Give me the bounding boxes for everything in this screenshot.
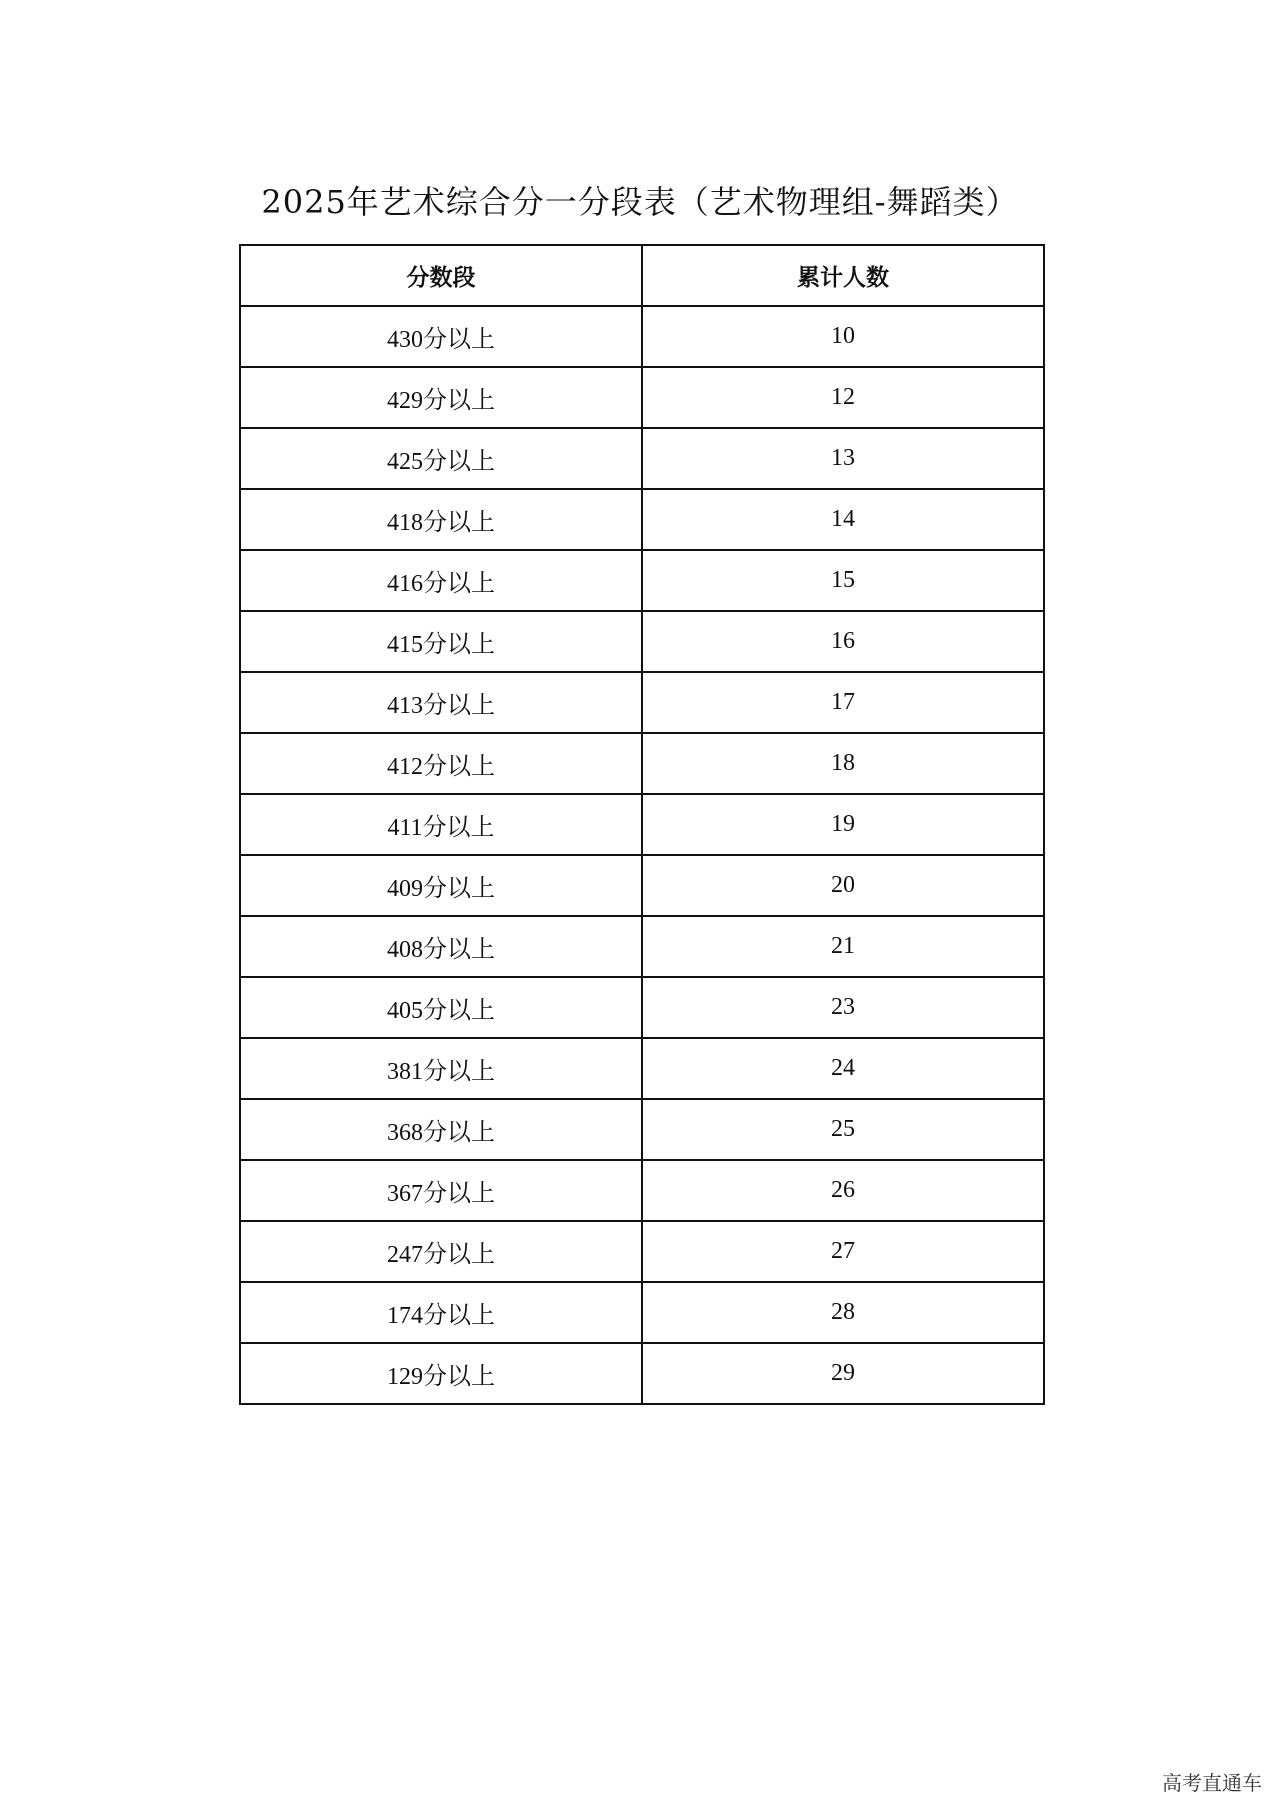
- table-row: [240, 550, 1044, 611]
- table-row: [240, 916, 1044, 977]
- page-title: 2025年艺术综合分一分段表（艺术物理组-舞蹈类）: [261, 183, 1019, 221]
- cell-cumulative-count: 29: [642, 1343, 1044, 1404]
- table-row: [240, 367, 1044, 428]
- cell-score-range: 412分以上: [240, 733, 642, 794]
- cell-score-range: 416分以上: [240, 550, 642, 611]
- cell-cumulative-count: 26: [642, 1160, 1044, 1221]
- table-row: [240, 855, 1044, 916]
- cell-cumulative-count: 20: [642, 855, 1044, 916]
- cell-cumulative-count: 17: [642, 672, 1044, 733]
- header-score-range: 分数段: [240, 245, 642, 306]
- cell-score-range: 430分以上: [240, 306, 642, 367]
- table-row: [240, 672, 1044, 733]
- table-row: [240, 1343, 1044, 1404]
- cell-score-range: 409分以上: [240, 855, 642, 916]
- cell-score-range: 415分以上: [240, 611, 642, 672]
- table-row: [240, 1282, 1044, 1343]
- score-distribution-table: [239, 244, 1045, 1405]
- table-row: [240, 428, 1044, 489]
- cell-cumulative-count: 28: [642, 1282, 1044, 1343]
- cell-score-range: 368分以上: [240, 1099, 642, 1160]
- table-row: [240, 611, 1044, 672]
- cell-cumulative-count: 15: [642, 550, 1044, 611]
- table-row: [240, 794, 1044, 855]
- table-row: [240, 1221, 1044, 1282]
- cell-score-range: 413分以上: [240, 672, 642, 733]
- cell-score-range: 418分以上: [240, 489, 642, 550]
- cell-score-range: 367分以上: [240, 1160, 642, 1221]
- header-cumulative-count: 累计人数: [642, 245, 1044, 306]
- cell-score-range: 381分以上: [240, 1038, 642, 1099]
- cell-cumulative-count: 10: [642, 306, 1044, 367]
- cell-score-range: 247分以上: [240, 1221, 642, 1282]
- cell-score-range: 405分以上: [240, 977, 642, 1038]
- cell-score-range: 411分以上: [240, 794, 642, 855]
- cell-cumulative-count: 19: [642, 794, 1044, 855]
- cell-cumulative-count: 16: [642, 611, 1044, 672]
- table-row: [240, 306, 1044, 367]
- cell-cumulative-count: 14: [642, 489, 1044, 550]
- table-row: [240, 1099, 1044, 1160]
- table-row: [240, 977, 1044, 1038]
- cell-score-range: 408分以上: [240, 916, 642, 977]
- cell-cumulative-count: 13: [642, 428, 1044, 489]
- cell-cumulative-count: 25: [642, 1099, 1044, 1160]
- cell-score-range: 174分以上: [240, 1282, 642, 1343]
- table-header-row: [240, 245, 1044, 306]
- table-body: [240, 306, 1044, 1404]
- table-row: [240, 733, 1044, 794]
- cell-cumulative-count: 24: [642, 1038, 1044, 1099]
- cell-cumulative-count: 27: [642, 1221, 1044, 1282]
- cell-score-range: 425分以上: [240, 428, 642, 489]
- cell-score-range: 129分以上: [240, 1343, 642, 1404]
- table-row: [240, 489, 1044, 550]
- table-row: [240, 1038, 1044, 1099]
- table-row: [240, 1160, 1044, 1221]
- cell-cumulative-count: 18: [642, 733, 1044, 794]
- cell-score-range: 429分以上: [240, 367, 642, 428]
- cell-cumulative-count: 12: [642, 367, 1044, 428]
- cell-cumulative-count: 21: [642, 916, 1044, 977]
- cell-cumulative-count: 23: [642, 977, 1044, 1038]
- watermark: 高考直通车: [1162, 1771, 1262, 1795]
